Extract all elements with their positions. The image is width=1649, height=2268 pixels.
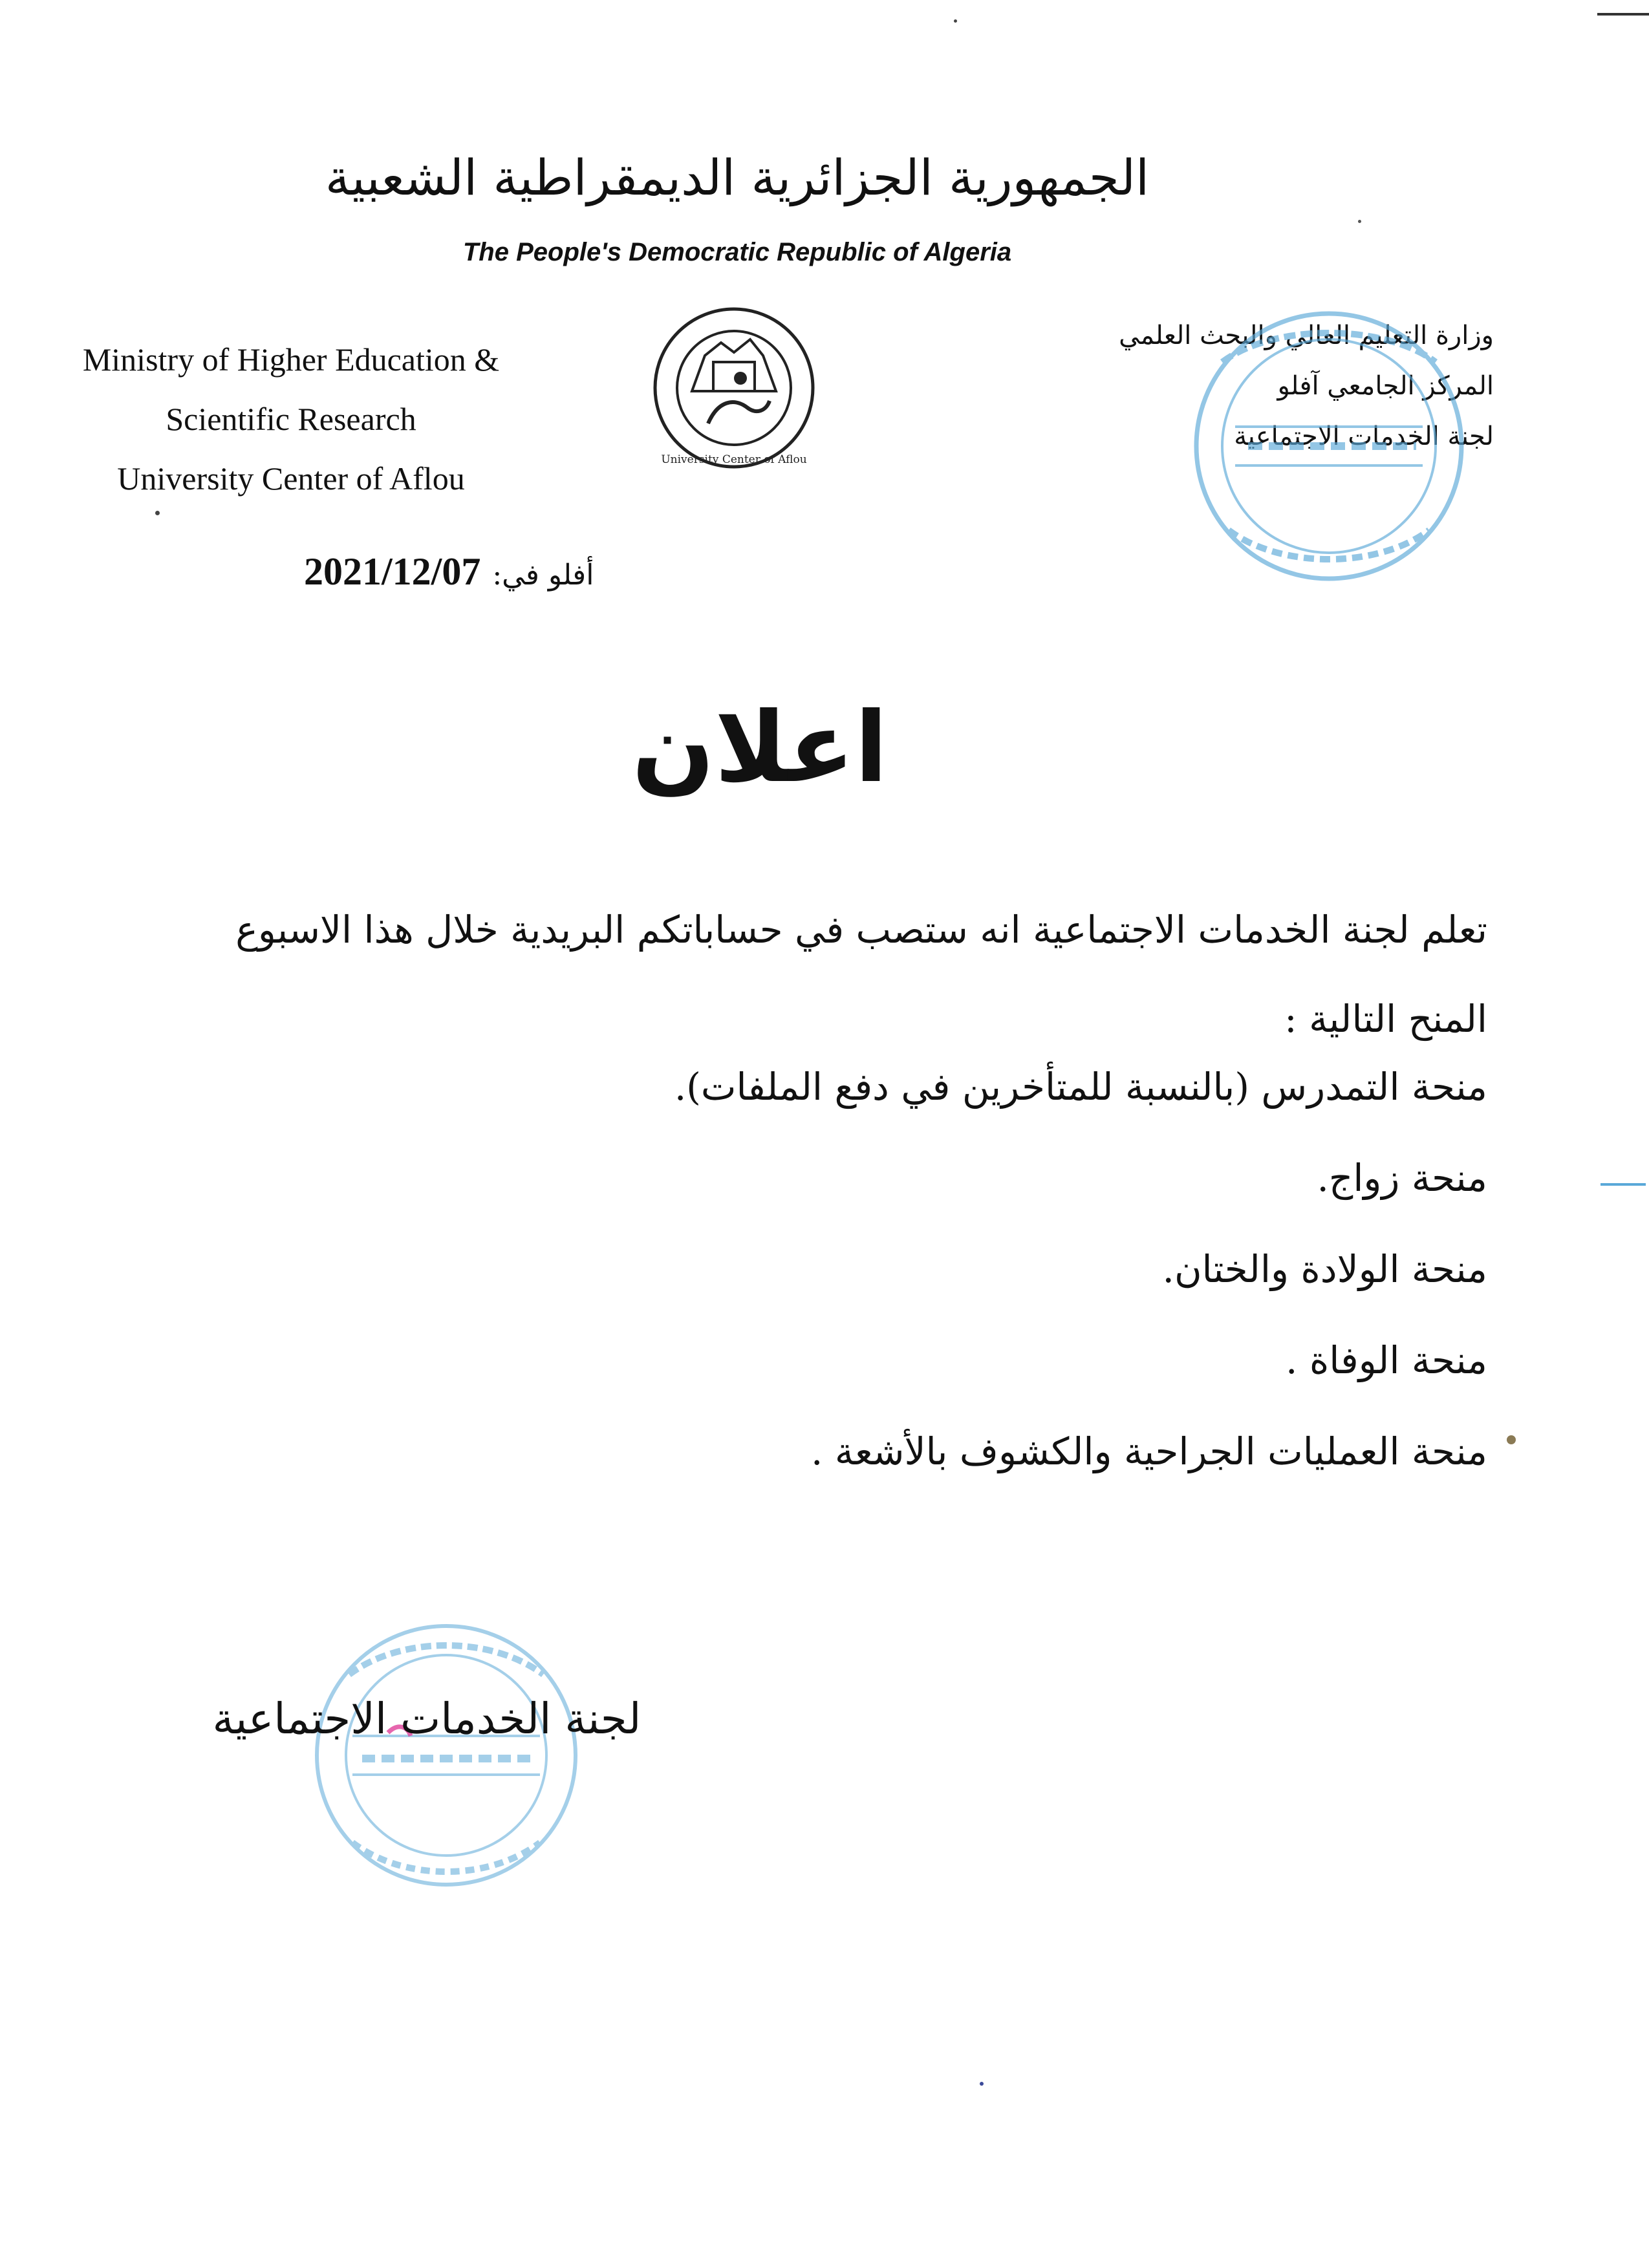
ministry-research-en: Scientific Research — [166, 401, 416, 437]
scan-speck — [954, 19, 957, 23]
announcement-title: اعلان — [632, 692, 888, 804]
official-stamp-top — [1145, 284, 1481, 601]
date-prefix: أفلو في: — [492, 559, 594, 592]
announcement-date: 2021/12/07 — [304, 550, 481, 593]
scan-speck — [1507, 1435, 1516, 1444]
grant-item-surgery: منحة العمليات الجراحية والكشوف بالأشعة . — [810, 1429, 1487, 1473]
signature-committee: لجنة الخدمات الاجتماعية — [212, 1694, 641, 1744]
scan-speck — [1358, 220, 1361, 223]
scan-speck — [155, 511, 160, 515]
intro-paragraph: تعلم لجنة الخدمات الاجتماعية انه ستصب في حساباتكم البريدية خلال هذا الاسبوع — [235, 908, 1487, 952]
ministry-block-english — [13, 330, 569, 508]
logo-caption: University Center of Aflou — [661, 453, 807, 466]
ministry-name-ar: وزارة التعليم العالي والبحث العلمي — [1119, 321, 1494, 350]
university-name-ar: المركز الجامعي آفلو — [1277, 371, 1494, 401]
scan-speck — [980, 2082, 984, 2086]
scan-speck — [1597, 13, 1649, 16]
official-stamp-bottom — [291, 1603, 601, 1907]
grant-item-birth: منحة الولادة والختان. — [1162, 1247, 1487, 1291]
grant-item-marriage: منحة زواج. — [1317, 1156, 1487, 1200]
grant-item-death: منحة الوفاة . — [1286, 1338, 1487, 1382]
grants-heading: المنح التالية : — [1284, 997, 1487, 1041]
country-title-english: The People's Democratic Republic of Algeria — [462, 238, 1012, 266]
ministry-name-en: Ministry of Higher Education & — [82, 341, 500, 378]
university-logo — [637, 304, 831, 472]
grant-item-schooling: منحة التمدرس (بالنسبة للمتأخرين في دفع الملفات). — [674, 1065, 1487, 1109]
university-name-en: University Center of Aflou — [117, 460, 465, 497]
grant-list — [129, 1062, 1487, 1477]
committee-name-ar: لجنة الخدمات الاجتماعية — [1234, 422, 1494, 451]
scan-speck — [1600, 1183, 1646, 1186]
date-line — [304, 550, 594, 594]
announcement-body — [129, 899, 1487, 1517]
country-title-arabic: الجمهورية الجزائرية الديمقراطية الشعبية — [325, 149, 1150, 206]
